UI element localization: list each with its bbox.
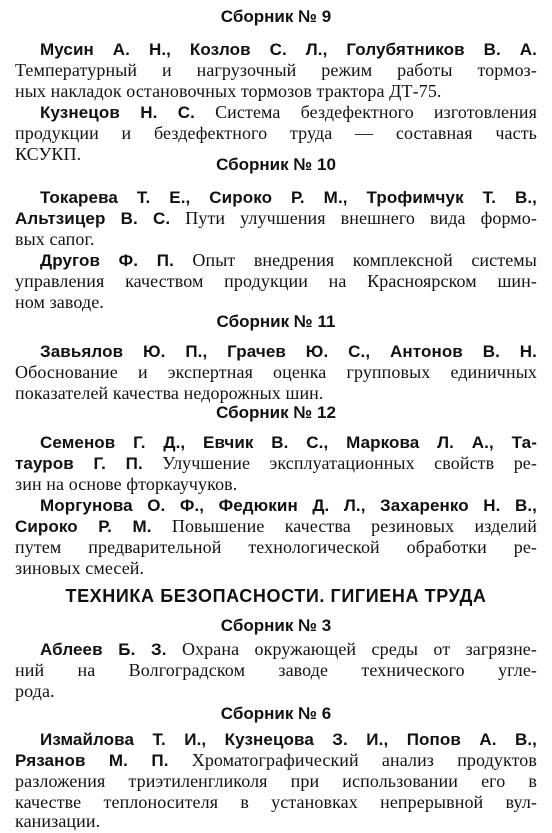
collection-heading-6: Сборник № 6 <box>220 704 332 723</box>
entry-title-line: вых сапог. <box>15 229 95 249</box>
entry-title-line: Температурный и нагрузочный режим работы тормоз- <box>15 60 537 80</box>
entry-authors <box>40 38 537 61</box>
entry-title-line: разложения триэтиленгликоля при использовании его в <box>15 771 537 791</box>
entry-title-line <box>40 638 537 661</box>
entry-title: Хроматографический анализ продуктов <box>191 750 537 770</box>
entry-title-line <box>40 101 537 124</box>
collection-heading-9: Сборник № 9 <box>220 7 332 26</box>
entry-title: Повышение качества резиновых изделий <box>171 516 537 536</box>
collection-heading-3: Сборник № 3 <box>220 616 332 635</box>
author-names: Кузнецов Н. С. <box>40 103 195 122</box>
author-names: Мусин А. Н., Козлов С. Л., Голубятников В. А. <box>40 40 537 59</box>
author-names: Другов Ф. П. <box>40 251 174 270</box>
author-names: Сироко Р. М. <box>15 517 152 536</box>
author-names: Семенов Г. Д., Евчик В. С., Маркова Л. А., Та- <box>40 433 537 452</box>
entry-authors <box>40 431 537 454</box>
entry-title: Охрана окружающей среды от загрязне- <box>181 639 537 659</box>
entry-title-line: показателей качества недорожных шин. <box>15 383 324 403</box>
author-names: Токарева Т. Е., Сироко Р. М., Трофимчук Т. В., <box>40 188 537 207</box>
author-names: Измайлова Т. И., Кузнецова З. И., Попов А. В., <box>40 730 537 749</box>
collection-heading-11: Сборник № 11 <box>216 312 336 331</box>
author-names: Моргунова О. Ф., Федюкин Д. Л., Захаренко Н. В., <box>40 496 537 515</box>
entry-title: Пути улучшения внешнего вида формо- <box>185 208 537 228</box>
entry-title-line: ний на Волгоградском заводе технического угле- <box>15 660 537 680</box>
entry-title-line: КСУКП. <box>15 144 82 164</box>
entry-authors <box>40 186 537 209</box>
entry-title: Система бездефектного изготовления <box>215 102 537 122</box>
entry-title-line: зин на основе фторкаучуков. <box>15 474 238 494</box>
entry-title-line: зиновых смесей. <box>15 558 145 578</box>
author-names: тауров Г. П. <box>15 454 143 473</box>
entry-title-line: Обоснование и экспертная оценка групповых единичных <box>15 362 537 382</box>
entry-authors <box>40 340 537 363</box>
author-names: Завьялов Ю. П., Грачев Ю. С., Антонов В. Н. <box>40 342 537 361</box>
author-names: Аблеев Б. З. <box>40 640 167 659</box>
entry-title-line: управления качеством продукции на Красноярском шин- <box>15 271 537 291</box>
entry-title-line <box>40 249 537 272</box>
collection-heading-12: Сборник № 12 <box>216 403 336 422</box>
entry-title-line: качестве теплоносителя в установках непрерывной вул- <box>15 792 537 812</box>
author-names: Альтзицер В. С. <box>15 209 171 228</box>
entry-title-line <box>15 452 537 475</box>
author-names: Рязанов М. П. <box>15 751 169 770</box>
entry-title-line: канизации. <box>15 811 101 831</box>
entry-title-line: рода. <box>15 681 55 701</box>
entry-title-line: ном заводе. <box>15 292 104 312</box>
entry-title-line: продукции и бездефектного труда — составная часть <box>15 123 537 143</box>
collection-heading-10: Сборник № 10 <box>216 155 336 174</box>
entry-title: Опыт внедрения комплексной системы <box>192 250 537 270</box>
entry-authors <box>40 494 537 517</box>
entry-authors <box>40 728 537 751</box>
entry-title-line <box>15 515 537 538</box>
entry-title-line <box>15 749 537 772</box>
entry-title-line: ных накладок остановочных тормозов трактора ДТ-75. <box>15 81 442 101</box>
entry-title-line: путем предварительной технологической обработки ре- <box>15 537 537 557</box>
entry-title: Улучшение эксплуатационных свойств ре- <box>162 453 537 473</box>
entry-title-line <box>15 207 537 230</box>
section-title: ТЕХНИКА БЕЗОПАСНОСТИ. ГИГИЕНА ТРУДА <box>65 586 487 606</box>
